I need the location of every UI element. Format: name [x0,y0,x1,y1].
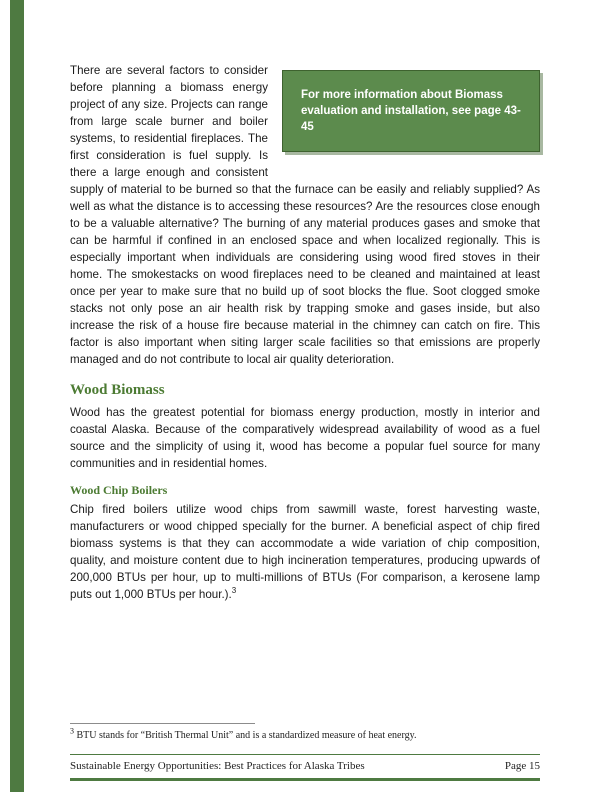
callout-float [282,70,540,152]
wood-chip-boilers-paragraph [70,501,540,603]
footnote-number: 3 [70,726,74,736]
footnote-separator-rule [70,723,255,724]
footnote-text: BTU stands for “British Thermal Unit” and is a standardized measure of heat energy. [74,730,417,741]
footer-page-number: Page 15 [504,760,540,772]
footer-title: Sustainable Energy Opportunities: Best Practices for Alaska Tribes [70,760,365,772]
callout-box [282,70,540,152]
callout-text: For more information about Biomass evaluation and installation, see page 43-45 [301,89,521,133]
page-content [70,62,540,603]
page-bottom [70,723,540,781]
intro-paragraph [70,62,540,368]
intro-paragraph-text: There are several factors to consider before planning a biomass energy project of any size. Projects can range from large scale burner and boiler systems, to residential fireplaces. The first consideration is fuel supply. Is there a large enough and consistent supply of material to be burned so that the furnace can be easily and reliably supplied? As well as what the distance is to accessing these resources? Are the resources close enough to be a valuable alternative? The burning of any material produces gases and smoke that can be harmful if confined in an enclosed space and when localized regionally. This is especially important when individuals are considering using wood fired stoves in their home. The smokestacks on wood fireplaces need to be cleaned and maintained at least once per year to make sure that no build up of soot blocks the flue. Soot clogged smoke stacks not only pose an air health risk by trapping smoke and gases inside, but also increase the risk of a house fire because material in the chimney can catch on fire. This factor is also important when siting larger scale facilities so that emissions are properly managed and do not contribute to local air quality deterioration. [70,64,540,366]
subsection-heading-wood-chip-boilers: Wood Chip Boilers [70,483,168,497]
section-heading-wood-biomass: Wood Biomass [70,382,165,398]
page-footer [70,754,540,781]
wood-chip-boilers-text: Chip fired boilers utilize wood chips from sawmill waste, forest harvesting waste, manufacturers or wood chipped specially for the burner. A beneficial aspect of chip fired biomass systems is that they can accommodate a wide variation of chip composition, quality, and moisture content due to high incineration temperatures, producing upwards of 200,000 BTUs per hour, up to multi-millions of BTUs (For comparison, a kerosene lamp puts out 1,000 BTUs per hour.). [70,503,540,601]
footnote [70,726,540,742]
wood-biomass-paragraph: Wood has the greatest potential for biomass energy production, mostly in interior and coastal Alaska. Because of the comparatively widespread availability of wood as a fuel source and the simplicity of using it, wood has become a popular fuel source for many communities and in residential homes. [70,406,540,470]
footnote-reference-superscript: 3 [231,586,237,596]
left-accent-bar [10,0,24,792]
